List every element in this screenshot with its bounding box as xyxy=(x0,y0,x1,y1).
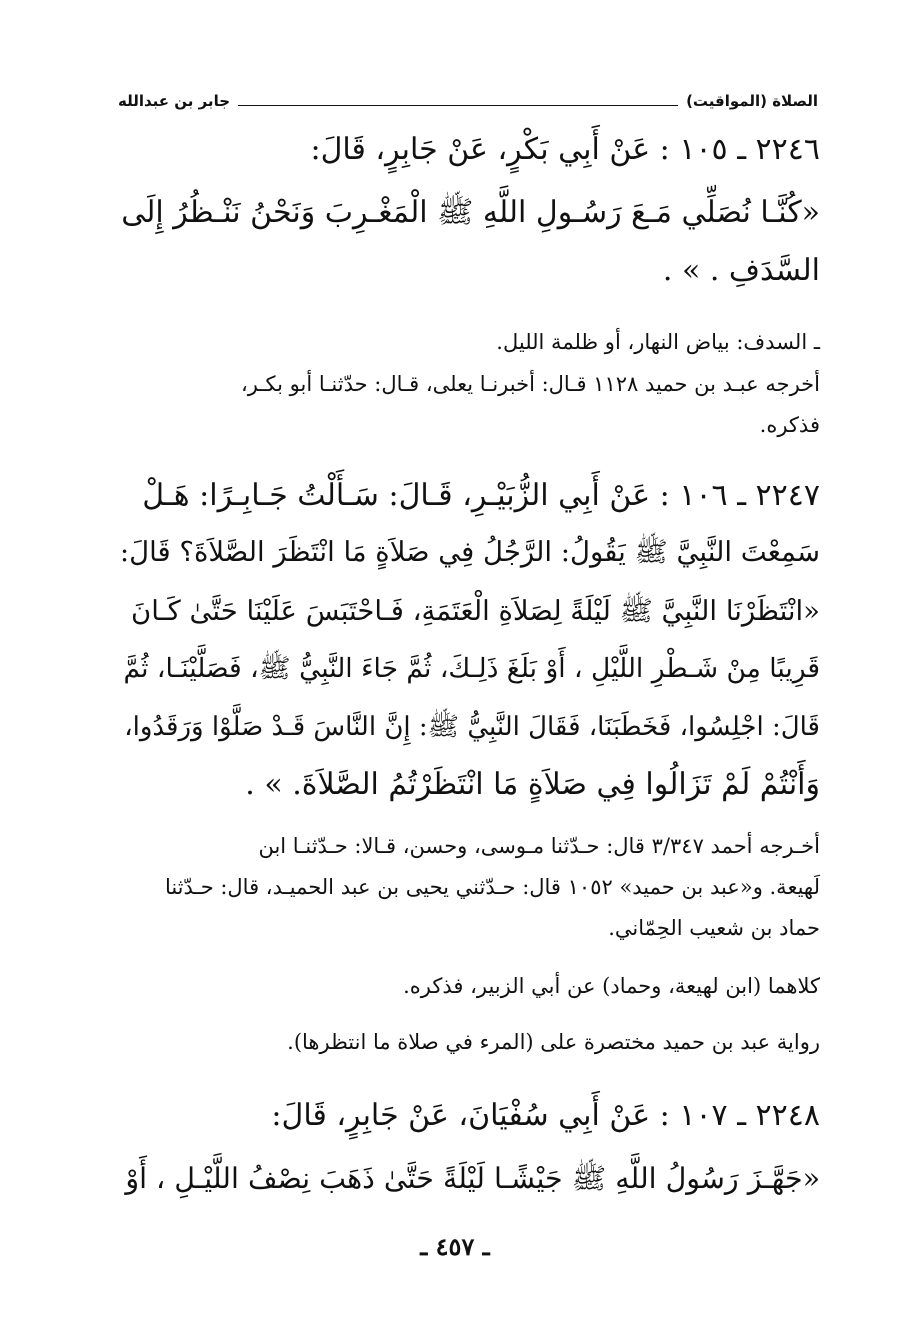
hadith-2247-note-2: رواية عبد بن حميد مختصرة على (المرء في صلاة ما انتظرها). xyxy=(287,1030,820,1054)
hadith-2247-takhrij xyxy=(120,826,820,949)
hadith-2247-heading-line: سَمِعْتَ النَّبِيَّ ﷺ يَقُولُ: الرَّجُلُ فِي صَلاَةٍ مَا انْتَظَرَ الصَّلاَةَ؟ قَالَ: xyxy=(119,536,820,568)
header-section-title: الصلاة (المواقيت) xyxy=(686,92,818,110)
page-number: ـ ٤٥٧ ـ xyxy=(420,1232,490,1261)
takhrij-line: فذكره. xyxy=(759,413,820,437)
takhrij-line: لَهيعة. و«عبد بن حميد» ١٠٥٢ قال: حـدّثني يحيى بن عبد الحميـد، قال: حـدّثنا xyxy=(164,875,820,899)
hadith-2246-takhrij xyxy=(120,364,820,446)
hadith-2247-text-line: وَأَنْتُمْ لَمْ تَزَالُوا فِي صَلاَةٍ مَا انْتَظَرْتُمُ الصَّلاَةَ. » . xyxy=(245,767,820,802)
hadith-2247-heading-line: ٢٢٤٧ ـ ١٠٦ : عَنْ أَبِي الزُّبَيْـرِ، قَـالَ: سَـأَلْتُ جَـابِـرًا: هَـلْ xyxy=(142,478,820,513)
hadith-2246-heading: ٢٢٤٦ ـ ١٠٥ : عَنْ أَبِي بَكْرٍ، عَنْ جَابِرٍ، قَالَ: xyxy=(310,132,820,167)
hadith-2247-heading xyxy=(120,468,820,580)
running-header xyxy=(118,86,818,116)
takhrij-line: حماد بن شعيب الحِمّاني. xyxy=(608,916,820,940)
header-rule xyxy=(238,105,678,106)
hadith-2246-text xyxy=(120,184,820,300)
hadith-2247-text-line: قَرِيبًا مِنْ شَـطْرِ اللَّيْلِ ، أَوْ بَلَغَ ذَلِـكَ، ثُمَّ جَاءَ النَّبِيُّ ﷺ، فَصَلَّيْنَـا، ثُمَّ xyxy=(123,653,820,684)
hadith-2246-gloss: ـ السدف: بياض النهار، أو ظلمة الليل. xyxy=(496,330,820,354)
header-narrator: جابر بن عبدالله xyxy=(118,92,231,110)
takhrij-line: أخـرجه أحمد ٣/٣٤٧ قال: حـدّثنا مـوسى، وحسن، قـالا: حـدّثنـا ابن xyxy=(258,834,820,858)
hadith-2248-text: «جَهَّـزَ رَسُولُ اللَّهِ ﷺ جَيْشًـا لَيْلَةً حَتَّىٰ ذَهَبَ نِصْفُ اللَّيْـلِ ، أَوْ xyxy=(125,1162,820,1195)
hadith-2247-text-line: «انْتَظَرْنَا النَّبِيَّ ﷺ لَيْلَةً لِصَلاَةِ الْعَتَمَةِ، فَـاحْتَبَسَ عَلَيْنَا حَتَّىٰ كَـانَ xyxy=(131,595,820,627)
hadith-2247-note-1: كلاهما (ابن لهيعة، وحماد) عن أبي الزبير، فذكره. xyxy=(403,974,820,998)
hadith-2247-text-line: قَالَ: اجْلِسُوا، فَخَطَبَنَا، فَقَالَ النَّبِيُّ ﷺ: إِنَّ النَّاسَ قَـدْ صَلَّوْا وَرَقَدُوا، xyxy=(124,712,820,742)
hadith-2246-text-line: «كُنَّـا نُصَلِّي مَـعَ رَسُـولِ اللَّهِ ﷺ الْمَغْـرِبَ وَنَحْنُ نَنْـظُرُ إِلَى xyxy=(121,195,820,230)
takhrij-line: أخرجه عبـد بن حميد ١١٢٨ قـال: أخبرنـا يعلى، قـال: حدّثنـا أبو بكـر، xyxy=(241,372,820,396)
hadith-2246-text-line: السَّدَفِ . » . xyxy=(662,253,820,288)
hadith-2247-text xyxy=(120,582,820,814)
hadith-2248-heading: ٢٢٤٨ ـ ١٠٧ : عَنْ أَبِي سُفْيَانَ، عَنْ جَابِرٍ، قَالَ: xyxy=(271,1098,820,1133)
